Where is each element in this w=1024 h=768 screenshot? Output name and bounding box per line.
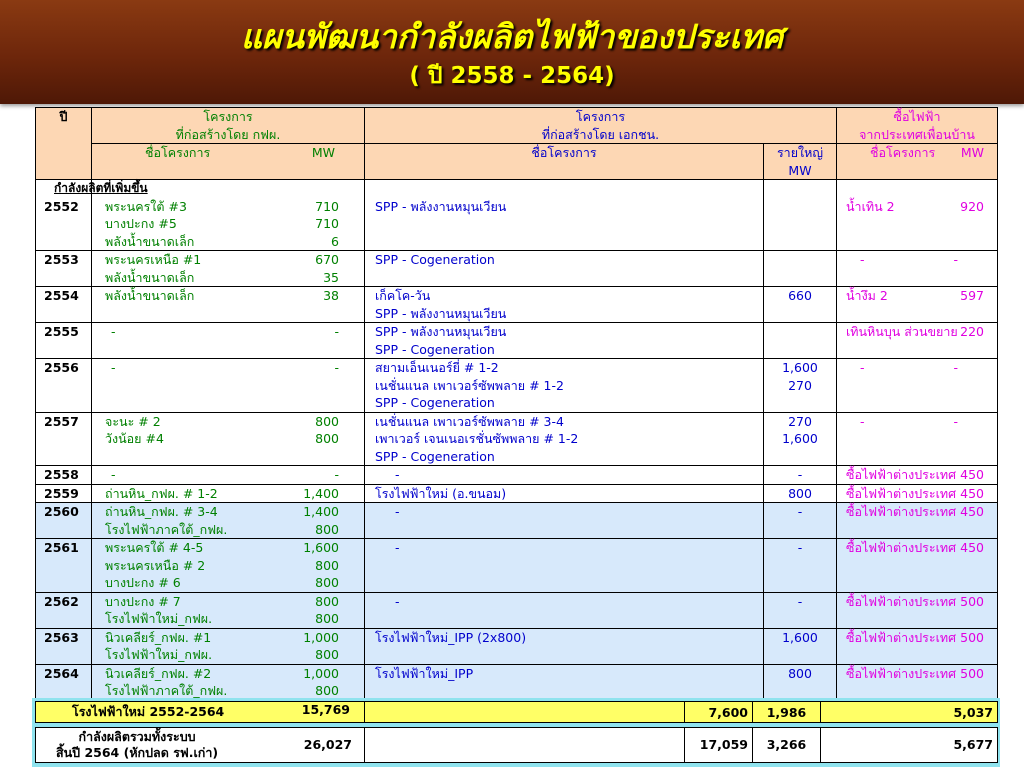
- private-cell: [365, 180, 764, 251]
- import-project-name: เทินหินบุน ส่วนขยาย: [846, 324, 958, 339]
- egat-project: [95, 430, 361, 448]
- egat-project-name: พลังน้ำขนาดเล็ก: [105, 233, 195, 249]
- summary-new-empty: [365, 702, 685, 723]
- plan-table-body: [36, 108, 998, 701]
- egat-project-mw: 800: [315, 413, 339, 429]
- import-project: [840, 665, 994, 683]
- import-proj-name-header: ชื่อโครงการ: [870, 145, 936, 160]
- import-project-name: ซื้อไฟฟ้าต่างประเทศ: [846, 593, 957, 609]
- import-cell: [837, 251, 998, 287]
- year-label: 2564: [44, 665, 79, 681]
- import-project-mw: 220: [960, 324, 984, 339]
- year-label: 2558: [44, 467, 79, 482]
- large-mw: 270: [788, 377, 812, 393]
- large-mw: -: [797, 540, 803, 555]
- summary-total-egat: 26,027: [303, 737, 352, 752]
- import-project-mw: 920: [960, 198, 984, 214]
- egat-project: [95, 359, 361, 377]
- spacer: [375, 180, 760, 198]
- summary-total-label-line1: กำลังผลิตรวมทั้งระบบ: [78, 729, 196, 744]
- large-mw: 1,600: [782, 360, 818, 375]
- year-cell: [36, 628, 92, 664]
- large-mw: [767, 323, 833, 341]
- egat-mw-header: MW: [311, 145, 335, 160]
- egat-project-mw: 38: [323, 288, 339, 303]
- egat-project-mw: 800: [315, 593, 339, 609]
- private-cell: [365, 359, 764, 413]
- egat-header-line1: โครงการ: [203, 109, 253, 124]
- year-label: 2553: [44, 252, 79, 267]
- import-project: [840, 359, 994, 377]
- large-mw: -: [797, 593, 803, 609]
- summary-total-import: 5,677: [821, 728, 998, 763]
- egat-project-mw: -: [334, 467, 339, 482]
- import-cell: [837, 628, 998, 664]
- private-project-name: เก็คโค-วัน: [375, 288, 431, 303]
- egat-project-name: -: [111, 467, 116, 482]
- summary-total-empty: [365, 728, 685, 763]
- year-cell: [36, 539, 92, 593]
- private-cell: [365, 539, 764, 593]
- egat-project-name: โรงไฟฟ้าภาคใต้_กฟผ.: [105, 521, 228, 537]
- import-project-mw: 450: [960, 540, 984, 555]
- import-cell: [837, 466, 998, 485]
- egat-project: [95, 557, 361, 575]
- year-cell: [36, 287, 92, 323]
- egat-cell: [92, 251, 365, 287]
- private-project-name: SPP - Cogeneration: [375, 448, 495, 464]
- private-cell: [365, 323, 764, 359]
- year-label: 2552: [44, 198, 79, 214]
- import-subheader: [837, 144, 998, 180]
- table-row: [36, 180, 998, 251]
- year-cell: [36, 359, 92, 413]
- import-mw-header: MW: [960, 145, 984, 160]
- egat-project: [95, 665, 361, 683]
- large-cell: [764, 628, 837, 664]
- egat-project: [95, 629, 361, 647]
- year-label: 2559: [44, 485, 79, 501]
- table-row: [36, 503, 998, 539]
- large-cell: [764, 484, 837, 503]
- private-project-name: เนชั่นแนล เพาเวอร์ซัพพลาย # 3-4: [375, 413, 564, 429]
- egat-project-name: พลังน้ำขนาดเล็ก: [105, 288, 195, 303]
- private-project-name: -: [395, 467, 400, 482]
- private-header-line1: โครงการ: [575, 109, 626, 124]
- egat-cell: [92, 484, 365, 503]
- import-project-name: -: [860, 360, 865, 375]
- egat-project-mw: 800: [315, 575, 339, 590]
- egat-project-name: จะนะ # 2: [105, 413, 161, 429]
- year-cell: [36, 484, 92, 503]
- large-cell: [764, 359, 837, 413]
- egat-project-name: พระนครใต้ # 4-5: [105, 540, 204, 555]
- egat-cell: [92, 503, 365, 539]
- private-project-name: SPP - Cogeneration: [375, 252, 495, 267]
- egat-cell: [92, 287, 365, 323]
- table-row: [36, 359, 998, 413]
- large-mw: 800: [788, 485, 812, 501]
- private-cell: [365, 251, 764, 287]
- egat-cell: [92, 466, 365, 485]
- egat-project-mw: 1,400: [303, 485, 339, 501]
- egat-project-mw: 1,000: [303, 629, 339, 645]
- egat-project-name: -: [111, 324, 116, 339]
- private-project-name: เพาเวอร์ เจนเนอเรชั่นซัพพลาย # 1-2: [375, 431, 579, 446]
- egat-project: [95, 539, 361, 557]
- import-project: [840, 287, 994, 305]
- import-cell: [837, 592, 998, 628]
- private-header: [365, 108, 837, 144]
- large-mw: 1,600: [782, 431, 818, 446]
- year-header: ปี: [36, 108, 92, 180]
- egat-project: [95, 682, 361, 700]
- egat-project-name: พระนครเหนือ # 2: [105, 557, 206, 573]
- egat-project-mw: 800: [315, 683, 339, 698]
- summary-new-row: [36, 702, 998, 723]
- import-header: [837, 108, 998, 144]
- large-cell: [764, 287, 837, 323]
- import-project-mw: 500: [960, 629, 984, 645]
- egat-project: [95, 466, 361, 484]
- summary-new-plants: [35, 701, 998, 723]
- import-project-name: ซื้อไฟฟ้าต่างประเทศ: [846, 665, 957, 681]
- egat-project-mw: 6: [331, 233, 339, 249]
- import-cell: [837, 484, 998, 503]
- large-mw: [767, 251, 833, 269]
- private-cell: [365, 412, 764, 466]
- large-cell: [764, 592, 837, 628]
- import-project: [840, 466, 994, 484]
- private-project-name: SPP - พลังงานหมุนเวียน: [375, 198, 507, 214]
- import-project-mw: -: [953, 252, 958, 267]
- header-row-1: [36, 108, 998, 144]
- summary-total-row: [36, 728, 998, 763]
- private-project-name: โรงไฟฟ้าใหม่ (อ.ขนอม): [375, 485, 507, 501]
- import-project-name: -: [860, 252, 865, 267]
- import-project-mw: 450: [960, 467, 984, 482]
- import-cell: [837, 503, 998, 539]
- summary-new-import: 5,037: [821, 702, 998, 723]
- year-label: 2563: [44, 629, 79, 645]
- private-project-name: -: [395, 540, 400, 555]
- large-cell: [764, 180, 837, 251]
- summary-total: [35, 727, 998, 763]
- year-cell: [36, 412, 92, 466]
- egat-project-name: พระนครใต้ #3: [105, 198, 187, 214]
- egat-project-name: -: [111, 360, 116, 375]
- egat-project-mw: 800: [315, 557, 339, 573]
- private-project-name: -: [395, 593, 400, 609]
- summary-total-label-line2: สิ้นปี 2564 (หักปลด รฟ.เก่า): [56, 745, 219, 760]
- import-project: [840, 629, 994, 647]
- table-row: [36, 466, 998, 485]
- egat-project-mw: 1,000: [303, 665, 339, 681]
- year-label: 2555: [44, 324, 79, 339]
- table-row: [36, 323, 998, 359]
- import-cell: [837, 359, 998, 413]
- large-mw: -: [797, 504, 803, 519]
- import-project-name: -: [860, 413, 865, 429]
- private-cell: [365, 592, 764, 628]
- egat-project-name: นิวเคลียร์_กฟผ. #2: [105, 665, 212, 681]
- egat-project-name: โรงไฟฟ้าภาคใต้_กฟผ.: [105, 683, 228, 698]
- year-label: 2560: [44, 504, 79, 519]
- large-mw: [767, 394, 833, 412]
- plan-table: [35, 107, 998, 701]
- private-cell: [365, 503, 764, 539]
- egat-cell: [92, 539, 365, 593]
- private-cell: [365, 484, 764, 503]
- import-project-name: น้ำเทิน 2: [846, 198, 895, 214]
- egat-project-mw: 710: [315, 216, 339, 231]
- import-cell: [837, 180, 998, 251]
- summary-total-small: 3,266: [753, 728, 821, 763]
- table-row: [36, 664, 998, 700]
- egat-project: [95, 574, 361, 592]
- summary-total-large: 17,059: [685, 728, 753, 763]
- large-mw: [767, 341, 833, 359]
- egat-header: [92, 108, 365, 144]
- import-cell: [837, 539, 998, 593]
- year-cell: กำลังผลิตที่เพิ่มขึ้น 2552: [36, 180, 92, 251]
- import-cell: [837, 323, 998, 359]
- import-project: [840, 503, 994, 521]
- egat-project-mw: 800: [315, 431, 339, 446]
- egat-cell: [92, 628, 365, 664]
- year-cell: [36, 251, 92, 287]
- table-row: [36, 287, 998, 323]
- egat-project-mw: -: [334, 324, 339, 339]
- year-label: 2556: [44, 360, 79, 375]
- summary-new-large: 7,600: [685, 702, 753, 723]
- egat-project-mw: -: [334, 360, 339, 375]
- import-project: [840, 413, 994, 431]
- egat-project-mw: 1,400: [303, 504, 339, 519]
- egat-project-name: โรงไฟฟ้าใหม่_กฟผ.: [105, 611, 213, 626]
- header-row-2: [36, 144, 998, 180]
- egat-cell: [92, 323, 365, 359]
- import-project-mw: 597: [960, 288, 984, 303]
- import-project-mw: -: [953, 360, 958, 375]
- year-cell: [36, 503, 92, 539]
- egat-project: [95, 521, 361, 539]
- import-project-name: ซื้อไฟฟ้าต่างประเทศ: [846, 504, 957, 519]
- egat-project-mw: 670: [315, 252, 339, 267]
- large-mw: -: [797, 467, 803, 482]
- large-mw: 1,600: [782, 629, 818, 645]
- egat-project: [95, 198, 361, 216]
- egat-project-mw: 800: [315, 521, 339, 537]
- year-label: 2554: [44, 288, 79, 303]
- egat-project-name: พระนครเหนือ #1: [105, 252, 202, 267]
- egat-project: [95, 215, 361, 233]
- private-project-name: SPP - พลังงานหมุนเวียน: [375, 324, 507, 339]
- year-label: 2561: [44, 540, 79, 555]
- egat-proj-name-header: ชื่อโครงการ: [145, 145, 211, 160]
- egat-project-mw: 800: [315, 647, 339, 662]
- egat-project-name: บางปะกง # 6: [105, 575, 181, 590]
- summary-total-cell: [36, 728, 365, 763]
- egat-cell: [92, 412, 365, 466]
- egat-project-mw: 710: [315, 198, 339, 214]
- private-proj-name-header: ชื่อโครงการ: [365, 144, 764, 180]
- private-cell: [365, 664, 764, 700]
- large-mw: 660: [788, 288, 812, 303]
- import-cell: [837, 412, 998, 466]
- egat-project: [95, 610, 361, 628]
- import-project-name: ซื้อไฟฟ้าต่างประเทศ: [846, 629, 957, 645]
- egat-project: [95, 323, 361, 341]
- table-row: [36, 412, 998, 466]
- year-cell: [36, 323, 92, 359]
- egat-cell: [92, 359, 365, 413]
- summary-new-egat: 15,769: [301, 702, 350, 717]
- egat-project: [95, 593, 361, 611]
- title-banner: [0, 0, 1024, 104]
- import-project-mw: 500: [960, 665, 984, 681]
- egat-project-mw: 800: [315, 611, 339, 626]
- import-project-mw: 450: [960, 504, 984, 519]
- egat-project-name: พลังน้ำขนาดเล็ก: [105, 269, 195, 285]
- large-cell: [764, 539, 837, 593]
- large-mw: [767, 198, 833, 216]
- egat-project-name: นิวเคลียร์_กฟผ. #1: [105, 629, 212, 645]
- import-project-mw: 500: [960, 593, 984, 609]
- import-cell: [837, 287, 998, 323]
- import-project-name: น้ำงึม 2: [846, 288, 888, 303]
- import-project-name: ซื้อไฟฟ้าต่างประเทศ: [846, 467, 957, 482]
- egat-project-name: วังน้อย #4: [105, 431, 164, 446]
- egat-project-name: ถ่านหิน_กฟผ. # 1-2: [105, 485, 218, 501]
- private-cell: [365, 287, 764, 323]
- large-cell: [764, 466, 837, 485]
- large-mw: 270: [788, 413, 812, 429]
- import-project-mw: -: [953, 413, 958, 429]
- year-label: 2557: [44, 413, 79, 429]
- import-project-name: ซื้อไฟฟ้าต่างประเทศ: [846, 540, 957, 555]
- private-project-name: โรงไฟฟ้าใหม่_IPP (2x800): [375, 629, 527, 645]
- egat-project: [95, 646, 361, 664]
- import-project: [840, 323, 994, 341]
- private-header-line2: ที่ก่อสร้างโดย เอกชน.: [541, 126, 660, 142]
- large-cell: [764, 323, 837, 359]
- large-header: [764, 144, 837, 180]
- page-subtitle: ( ปี 2558 - 2564): [409, 63, 615, 89]
- import-project-mw: 450: [960, 485, 984, 501]
- egat-project-mw: 35: [323, 269, 339, 285]
- import-project: [840, 251, 994, 269]
- private-cell: [365, 628, 764, 664]
- import-project: [840, 198, 994, 216]
- large-mw: 800: [788, 665, 812, 681]
- summary-new-label: โรงไฟฟ้าใหม่ 2552-2564: [72, 704, 225, 719]
- page-title: แผนพัฒนากำลังผลิตไฟฟ้าของประเทศ: [240, 17, 784, 56]
- private-project-name: SPP - พลังงานหมุนเวียน: [375, 305, 507, 321]
- egat-cell: [92, 592, 365, 628]
- spacer: [840, 180, 994, 198]
- large-mw: [767, 305, 833, 323]
- egat-header-line2: ที่ก่อสร้างโดย กฟผ.: [175, 126, 281, 142]
- egat-project-name: โรงไฟฟ้าใหม่_กฟผ.: [105, 647, 213, 662]
- private-project-name: เนชั่นแนล เพาเวอร์ซัพพลาย # 1-2: [375, 377, 564, 393]
- import-cell: [837, 664, 998, 700]
- summary-new-small: 1,986: [753, 702, 821, 723]
- table-row: [36, 539, 998, 593]
- import-project: [840, 485, 994, 503]
- private-project-name: โรงไฟฟ้าใหม่_IPP: [375, 665, 474, 681]
- private-cell: [365, 466, 764, 485]
- egat-project-mw: 1,600: [303, 540, 339, 555]
- table-row: [36, 628, 998, 664]
- egat-cell: [92, 664, 365, 700]
- egat-subheader: [92, 144, 365, 180]
- large-cell: [764, 503, 837, 539]
- import-header-line2: จากประเทศเพื่อนบ้าน: [859, 126, 975, 142]
- large-cell: [764, 664, 837, 700]
- egat-project: [95, 251, 361, 269]
- egat-project: [95, 503, 361, 521]
- large-header-line1: รายใหญ่: [776, 145, 824, 160]
- egat-project: [95, 485, 361, 503]
- table-row: [36, 592, 998, 628]
- import-header-line1: ซื้อไฟฟ้า: [893, 109, 941, 124]
- large-cell: [764, 412, 837, 466]
- year-cell: [36, 664, 92, 700]
- spacer: [767, 180, 833, 198]
- private-project-name: SPP - Cogeneration: [375, 341, 495, 357]
- summary-new-cell: [36, 702, 365, 723]
- private-project-name: -: [395, 504, 400, 519]
- egat-project: [95, 269, 361, 287]
- import-project-name: ซื้อไฟฟ้าต่างประเทศ: [846, 485, 957, 501]
- table-row: [36, 251, 998, 287]
- import-project: [840, 593, 994, 611]
- table-row: [36, 484, 998, 503]
- year-cell: [36, 466, 92, 485]
- large-mw: [767, 448, 833, 466]
- large-cell: [764, 251, 837, 287]
- egat-project-name: บางปะกง #5: [105, 216, 177, 231]
- year-label: 2562: [44, 593, 79, 609]
- private-project-name: SPP - Cogeneration: [375, 395, 495, 410]
- egat-project-name: บางปะกง # 7: [105, 593, 181, 609]
- egat-project: [95, 233, 361, 251]
- year-cell: [36, 592, 92, 628]
- private-project-name: สยามเอ็นเนอร์ยี่ # 1-2: [375, 360, 499, 375]
- egat-project-name: ถ่านหิน_กฟผ. # 3-4: [105, 504, 218, 519]
- import-project: [840, 539, 994, 557]
- large-header-line2: MW: [788, 162, 812, 178]
- egat-project: [95, 413, 361, 431]
- egat-project: [95, 287, 361, 305]
